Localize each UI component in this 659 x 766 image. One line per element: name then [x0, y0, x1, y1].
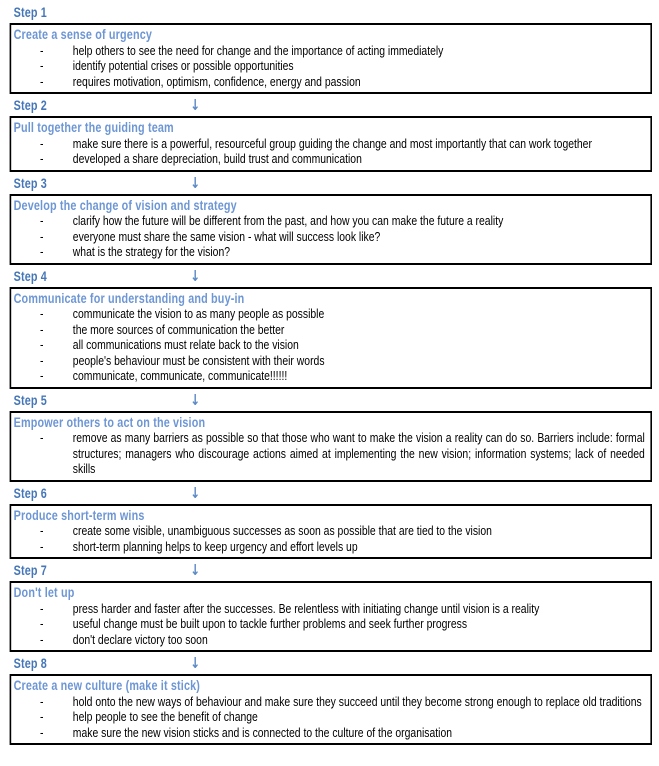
step-section-7: [0, 559, 659, 652]
bullet-list: [11, 43, 645, 90]
bullet-text: don't declare victory too soon: [72, 631, 208, 647]
bullet-item: [11, 725, 645, 741]
step-section-2: [0, 94, 659, 172]
bullet-dash-icon: -: [40, 58, 44, 73]
bullet-dash-icon: -: [40, 306, 44, 321]
bullet-item: [11, 136, 645, 152]
bullet-dash-icon: -: [40, 368, 44, 383]
bullet-dash-icon: -: [40, 600, 44, 616]
step-header-row: [0, 172, 659, 194]
bullet-item: [11, 213, 645, 229]
bullet-dash-icon: -: [40, 213, 44, 228]
step-box: [10, 116, 652, 172]
step-box: [10, 287, 652, 389]
step-section-8: [0, 652, 659, 745]
step-header-row: [0, 265, 659, 287]
step-label: Step 8: [13, 656, 47, 671]
bullet-text: remove as many barriers as possible so that those who want to make the vision a reality can do so. Barriers include: formal structures; managers who discourage actions aimed at implementing the new vision; information systems; lack of needed skills: [72, 430, 645, 476]
step-header-row: [0, 389, 659, 411]
step-header-row: [0, 94, 659, 116]
step-label: Step 7: [13, 563, 47, 578]
bullet-text: useful change must be built upon to tackle further problems and seek further progress: [72, 616, 468, 631]
bullet-text: communicate the vision to as many people as possible: [72, 306, 325, 321]
bullet-text: the more sources of communication the better: [72, 321, 285, 337]
step-heading: Create a sense of urgency: [13, 27, 153, 42]
bullet-text: make sure there is a powerful, resourceful group guiding the change and most importantly that can work together: [72, 135, 592, 151]
step-header-row: [0, 559, 659, 581]
bullet-text: what is the strategy for the vision?: [72, 244, 231, 259]
step-label: Step 5: [13, 392, 47, 408]
bullet-dash-icon: -: [40, 42, 44, 58]
bullet-text: identify potential crises or possible opportunities: [72, 58, 294, 73]
bullet-item: [11, 306, 645, 322]
bullet-dash-icon: -: [40, 709, 44, 724]
bullet-dash-icon: -: [40, 430, 44, 445]
bullet-item: [11, 229, 645, 245]
step-label: Step 4: [13, 268, 47, 284]
bullet-item: [11, 353, 645, 369]
bullet-item: [11, 694, 645, 710]
step-section-1: [0, 1, 659, 94]
step-box: [10, 581, 652, 652]
bullet-item: [11, 616, 645, 632]
bullet-dash-icon: -: [40, 135, 44, 151]
step-heading: Pull together the guiding team: [13, 120, 174, 135]
bullet-text: create some visible, unambiguous successes as soon as possible that are tied to the vision: [72, 523, 492, 538]
bullet-text: all communications must relate back to the vision: [72, 337, 299, 352]
bullet-item: [11, 709, 645, 725]
step-heading: Produce short-term wins: [13, 507, 145, 523]
bullet-item: [11, 523, 645, 539]
bullet-item: [11, 322, 645, 338]
step-label: Step 6: [13, 485, 47, 501]
bullet-list: [11, 306, 645, 384]
bullet-dash-icon: -: [40, 631, 44, 647]
bullet-text: developed a share depreciation, build trust and communication: [72, 151, 362, 166]
step-box: [10, 504, 652, 560]
step-section-4: [0, 265, 659, 389]
bullet-item: [11, 539, 645, 555]
step-heading: Develop the change of vision and strategy: [13, 197, 237, 213]
down-arrow-icon: ↓: [190, 266, 201, 285]
bullet-text: help others to see the need for change and the importance of acting immediately: [72, 42, 444, 58]
bullet-item: [11, 368, 645, 384]
bullet-item: [11, 74, 645, 90]
bullet-dash-icon: -: [40, 73, 44, 89]
bullet-list: [11, 523, 645, 554]
step-box: [10, 23, 652, 94]
bullet-dash-icon: -: [40, 321, 44, 337]
bullet-item: [11, 58, 645, 74]
bullet-dash-icon: -: [40, 538, 44, 554]
bullet-dash-icon: -: [40, 244, 44, 259]
down-arrow-icon: ↓: [190, 483, 201, 502]
bullet-list: [11, 601, 645, 648]
bullet-item: [11, 43, 645, 59]
step-label: Step 1: [13, 5, 47, 20]
step-heading: Don't let up: [13, 585, 75, 600]
bullet-item: [11, 337, 645, 353]
bullet-text: everyone must share the same vision - what will success look like?: [72, 228, 381, 244]
bullet-dash-icon: -: [40, 337, 44, 352]
step-heading: Empower others to act on the vision: [13, 414, 206, 430]
bullet-list: [11, 694, 645, 741]
step-section-6: [0, 482, 659, 560]
step-label: Step 3: [13, 175, 47, 191]
bullet-list: [11, 430, 645, 477]
bullet-item: [11, 601, 645, 617]
bullet-dash-icon: -: [40, 352, 44, 368]
bullet-list: [11, 136, 645, 167]
bullet-dash-icon: -: [40, 616, 44, 631]
step-header-row: [0, 652, 659, 674]
bullet-text: press harder and faster after the successes. Be relentless with initiating change until vision is a reality: [72, 600, 540, 616]
bullet-item: [11, 244, 645, 260]
step-section-3: [0, 172, 659, 265]
step-box: [10, 194, 652, 265]
down-arrow-icon: ↓: [190, 96, 201, 114]
bullet-text: people's behaviour must be consistent with their words: [72, 352, 325, 368]
bullet-dash-icon: -: [40, 523, 44, 538]
bullet-item: [11, 632, 645, 648]
bullet-text: make sure the new vision sticks and is connected to the culture of the organisation: [72, 724, 453, 740]
bullet-dash-icon: -: [40, 693, 44, 709]
bullet-dash-icon: -: [40, 151, 44, 166]
down-arrow-icon: ↓: [190, 654, 201, 672]
bullet-dash-icon: -: [40, 724, 44, 740]
bullet-item: [11, 430, 645, 477]
bullet-text: communicate, communicate, communicate!!!!!!: [72, 368, 288, 383]
step-header-row: [0, 1, 659, 23]
bullet-list: [11, 213, 645, 260]
step-label: Step 2: [13, 98, 47, 113]
down-arrow-icon: ↓: [190, 390, 201, 409]
down-arrow-icon: ↓: [190, 173, 201, 192]
step-box: [10, 674, 652, 745]
bullet-text: requires motivation, optimism, confidence, energy and passion: [72, 73, 361, 89]
bullet-dash-icon: -: [40, 228, 44, 244]
step-box: [10, 411, 652, 482]
bullet-text: short-term planning helps to keep urgency and effort levels up: [72, 538, 358, 554]
step-heading: Create a new culture (make it stick): [13, 678, 201, 693]
bullet-text: clarify how the future will be different from the past, and how you can make the future a reality: [72, 213, 504, 228]
step-section-5: [0, 389, 659, 482]
step-header-row: [0, 482, 659, 504]
bullet-item: [11, 151, 645, 167]
bullet-text: hold onto the new ways of behaviour and make sure they succeed until they become strong enough to replace old traditions: [72, 693, 642, 709]
down-arrow-icon: ↓: [190, 561, 201, 579]
bullet-text: help people to see the benefit of change: [72, 709, 258, 724]
step-heading: Communicate for understanding and buy-in: [13, 290, 245, 306]
